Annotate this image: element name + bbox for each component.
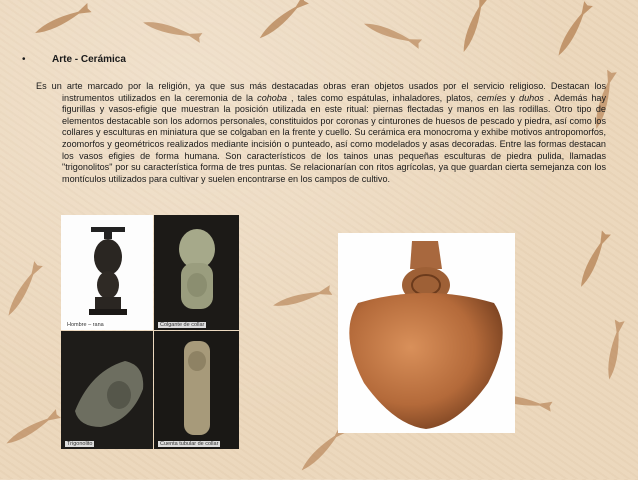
paragraph-text: . Además hay figurillas y vasos-efigie que muestran la posición utilizada en este ritual: piernas flectadas y manos en las rodillas. Otro tipo de elementos destacable son los adornos personales, constituidos por coronas y cinturones de huesos de pescado y piedra, así como los collares y esculturas en miniatura que se colgaban en la frente y cuello. Su cerámica era monocroma y exhibe motivos antropomorfos, zoomorfos y geométricos realizados mediante incisión o punteado, así como modelados y asas decoradas. Entre las formas destacan los vasos efigies de forma humana. Son característicos de los tainos unas pequeñas esculturas de piedra pulida, llamadas "trigonolitos" por su característica forma de tres puntas. Se relacionarían con ritos agrícolas, ya que guardan cierta semejanza con los montículos utilizados para cultivar y suelen encontrarse en los campos de cultivo.	[62, 92, 606, 184]
fossil-fish-icon	[574, 222, 616, 291]
paragraph-italic-cohoba: cohoba	[257, 92, 287, 103]
vessel-icon	[338, 233, 515, 433]
caption-hombre-rana: Hombre – rana	[67, 322, 104, 328]
fossil-fish-icon	[360, 16, 431, 53]
paragraph-text: Es un arte marcado por la religión, ya que sus más destacadas obras eran objetos usados por el servicio religioso. Destacan los instrumentos utilizados en la ceremonia de la	[36, 81, 606, 103]
body-paragraph	[36, 81, 606, 185]
fossil-fish-icon	[254, 0, 317, 45]
paragraph-italic-cemies: cemíes	[477, 92, 507, 103]
paragraph-italic-duhos: duhos	[519, 92, 544, 103]
fossil-fish-icon	[139, 15, 210, 47]
trigonolito-figure-icon	[61, 331, 153, 449]
photo-vaso-efigie	[338, 233, 515, 433]
fossil-fish-icon	[1, 403, 69, 450]
photo-colgante	[154, 215, 239, 330]
fossil-fish-icon	[456, 0, 493, 56]
photo-hombre-rana	[61, 215, 153, 330]
paragraph-text: , tales como espátulas, inhaladores, platos,	[286, 92, 478, 103]
colgante-figure-icon	[154, 215, 239, 330]
cuenta-tubular-figure-icon	[154, 331, 239, 449]
fossil-fish-icon	[551, 0, 598, 61]
section-heading	[22, 54, 126, 65]
caption-trigonolito: Trigonolito	[67, 441, 93, 447]
fossil-fish-icon	[602, 311, 628, 382]
caption-colgante: Colgante de collar	[160, 322, 205, 328]
photo-cuenta-tubular	[154, 331, 239, 449]
fossil-fish-icon	[1, 253, 48, 321]
bullet: •	[22, 54, 26, 65]
fossil-fish-icon	[30, 0, 99, 40]
hombre-rana-figure-icon	[61, 215, 153, 330]
paragraph-text: y	[506, 92, 520, 103]
caption-cuenta: Cuenta tubular de collar	[160, 441, 219, 447]
heading-title: Arte - Cerámica	[52, 54, 126, 65]
fossil-fish-icon	[269, 281, 340, 313]
photo-trigonolito	[61, 331, 153, 449]
